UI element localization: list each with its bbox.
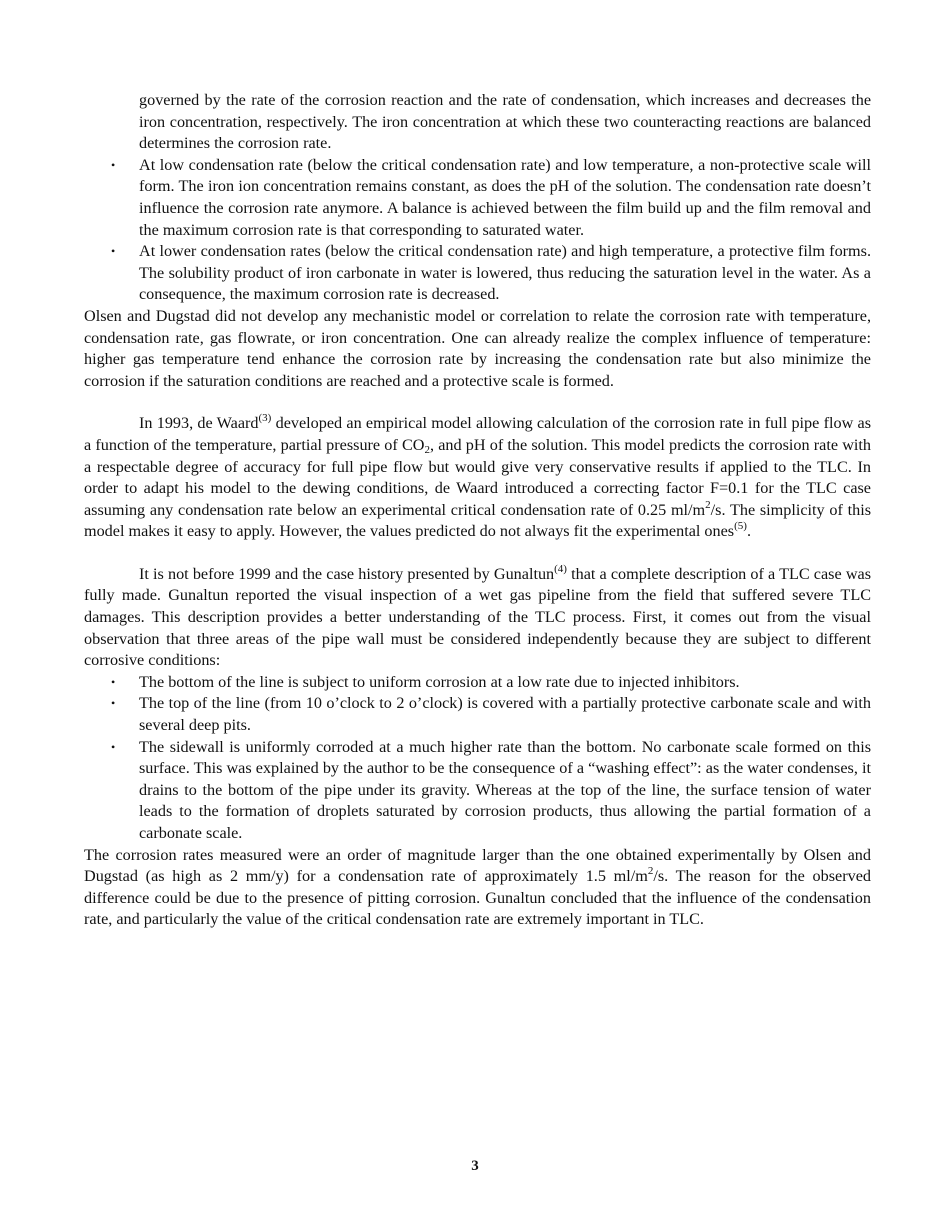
- closing-paragraph: [84, 845, 871, 931]
- reference-superscript: (3): [258, 412, 272, 425]
- list-item: [84, 155, 871, 241]
- bullet-text: The top of the line (from 10 o’clock to 2 o’clock) is covered with a partially protective carbonate scale and with several deep pits.: [139, 694, 871, 735]
- bullet-text: At lower condensation rates (below the critical condensation rate) and high temperature, a protective film forms. The solubility product of iron carbonate in water is lowered, thus reducing the saturation level in the water. As a consequence, the maximum corrosion rate is decreased.: [139, 242, 871, 304]
- list-item: [84, 672, 871, 694]
- paragraph-gap: [84, 543, 871, 564]
- bullet-marker: •: [111, 674, 116, 689]
- olsen-paragraph: Olsen and Dugstad did not develop any mechanistic model or correlation to relate the corrosion rate with temperature, condensation rate, gas flowrate, or iron concentration. One can already realize the complex influence of temperature: higher gas temperature tend enhance the corrosion rate by increasing the condensation rate but also minimize the corrosion if the saturation conditions are reached and a protective scale is formed.: [84, 306, 871, 390]
- paragraph-gap: [84, 392, 871, 413]
- bullet-marker: •: [111, 696, 116, 711]
- bullet-list-pipe-areas: [84, 672, 871, 845]
- gunaltun-text-b: that a complete description of a TLC case was fully made. Gunaltun reported the visual inspection of a wet gas pipeline from the field that suffered severe TLC damages. This description provides a better understanding of the TLC process. First, it comes out from the visual observation that three areas of the pipe wall must be considered independently because they are subject to different corrosive conditions:: [84, 564, 871, 670]
- bullet-marker: •: [111, 157, 116, 172]
- reference-superscript: (4): [554, 562, 567, 575]
- gunaltun-text-a: It is not before 1999 and the case history presented by Gunaltun: [139, 564, 555, 583]
- bullet-text: The sidewall is uniformly corroded at a much higher rate than the bottom. No carbonate scale formed on this surface. This was explained by the author to be the consequence of a “washing effect”: as the water condenses, it drains to the bottom of the pipe under its gravity. Whereas at the top of the line, the surface tension of water leads to the formation of droplets saturated by corrosion products, thus allowing the partial formation of a carbonate scale.: [139, 737, 871, 842]
- reference-superscript: (5): [734, 520, 747, 533]
- list-item: [84, 241, 871, 306]
- bullet-list-condensation: [84, 155, 871, 306]
- dewaard-text-c: , and pH of the solution. This model predicts the corrosion rate with a respectable degree of accuracy for full pipe flow but would give very conservative results if applied to the TLC. In order to adapt his model to the dewing conditions, de Waard introduced a correcting factor F=0.1 for the TLC case assuming any condensation rate below an experimental critical condensation rate of 0.25 ml/m: [84, 435, 871, 519]
- gunaltun-paragraph: [84, 564, 871, 672]
- dewaard-text-a: In 1993, de Waard: [139, 414, 259, 433]
- dewaard-text-b: developed an empirical model allowing calculation of the corrosion rate in full pipe flow as a function of the temperature, partial pressure of CO: [84, 414, 872, 454]
- co2-subscript: 2: [424, 443, 430, 456]
- dewaard-text-d: /s. The simplicity of this model makes it easy to apply. However, the values predicted do not always fit the experimental ones: [84, 500, 872, 541]
- continuation-paragraph: governed by the rate of the corrosion reaction and the rate of condensation, which increases and decreases the iron concentration, respectively. The iron concentration at which these two counteracting reactions are balanced determines the corrosion rate.: [139, 91, 871, 153]
- closing-text-b: /s. The reason for the observed difference could be due to the presence of pitting corrosion. Gunaltun concluded that the influence of the condensation rate, and particularly the value of the critical condensation rate are extremely important in TLC.: [84, 867, 871, 929]
- list-item: [84, 693, 871, 736]
- unit-superscript: 2: [705, 498, 711, 511]
- dewaard-text-e: .: [746, 522, 751, 541]
- unit-superscript: 2: [647, 865, 654, 878]
- bullet-text: The bottom of the line is subject to uniform corrosion at a low rate due to injected inhibitors.: [139, 672, 740, 691]
- dewaard-paragraph: [84, 413, 871, 543]
- bullet-text: At low condensation rate (below the critical condensation rate) and low temperature, a non-protective scale will form. The iron ion concentration remains constant, as does the pH of the solution. The condensation rate doesn’t influence the corrosion rate anymore. A balance is achieved between the film build up and the film removal and the maximum corrosion rate is that corresponding to saturated water.: [139, 155, 871, 239]
- list-item: [84, 737, 871, 845]
- page-number: 3: [471, 1158, 479, 1174]
- document-page: [84, 90, 871, 931]
- bullet-marker: •: [111, 739, 116, 754]
- bullet-marker: •: [111, 244, 116, 259]
- closing-text-a: The corrosion rates measured were an order of magnitude larger than the one obtained experimentally by Olsen and Dugstad (as high as 2 mm/y) for a condensation rate of approximately 1.5 ml/m: [84, 845, 871, 886]
